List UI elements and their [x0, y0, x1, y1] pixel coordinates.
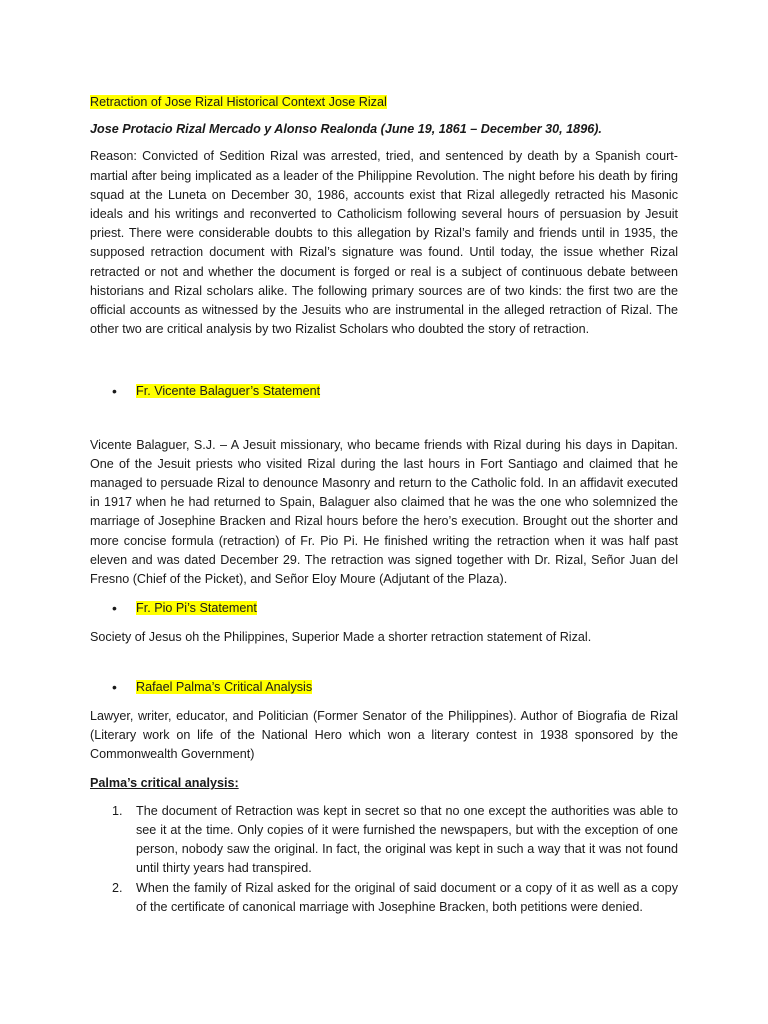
section2-paragraph: Society of Jesus oh the Philippines, Superior Made a shorter retraction statement of Rizal.	[90, 630, 592, 645]
analysis-list	[90, 802, 678, 917]
document-subtitle: Jose Protacio Rizal Mercado y Alonso Realonda (June 19, 1861 – December 30, 1896).	[90, 122, 602, 137]
bullet-icon: •	[112, 678, 117, 695]
analysis-heading: Palma’s critical analysis:	[90, 776, 239, 791]
section2-bullet	[90, 599, 678, 618]
list-item	[90, 879, 678, 917]
section3-bullet	[90, 678, 678, 697]
list-item-number: 2.	[112, 880, 123, 895]
section3-heading: Rafael Palma’s Critical Analysis	[136, 679, 313, 694]
title-highlight: Retraction of Jose Rizal Historical Context Jose Rizal	[90, 95, 387, 109]
bullet-icon: •	[112, 600, 117, 617]
section1-bullet	[90, 382, 678, 401]
document-page	[90, 93, 678, 917]
section2-heading: Fr. Pio Pi’s Statement	[136, 601, 257, 616]
section1-heading: Fr. Vicente Balaguer’s Statement	[136, 384, 321, 399]
list-item-text: The document of Retraction was kept in secret so that no one except the authorities was able to see it at the time. Only copies of it were furnished the newspapers, but with the exception of one person, nobody saw the original. In fact, the original was kept in such a way that it was not found until thirty years had transpired.	[136, 803, 678, 876]
list-item-text: When the family of Rizal asked for the original of said document or a copy of it as well as a copy of the certificate of canonical marriage with Josephine Bracken, both petitions were denied.	[136, 880, 678, 914]
list-item	[90, 802, 678, 879]
reason-paragraph: Reason: Convicted of Sedition Rizal was arrested, tried, and sentenced by death by a Spanish court-martial after being implicated as a leader of the Philippine Revolution. The night before his death by firing squad at the Luneta on December 30, 1986, accounts exist that Rizal allegedly retracted his Masonic ideals and his writings and reconverted to Catholicism following several hours of persuasion by Jesuit priest. There were considerable doubts to this allegation by Rizal’s family and friends until in 1935, the supposed retraction document with Rizal’s signature was found. Until today, the issue whether Rizal retracted or not and whether the document is forged or real is a subject of continuous debate between historians and Rizal scholars alike. The following primary sources are of two kinds: the first two are the official accounts as witnessed by the Jesuits who are instrumental in the alleged retraction of Rizal. The other two are critical analysis by two Rizalist Scholars who doubted the story of retraction.	[90, 149, 678, 337]
section3-paragraph: Lawyer, writer, educator, and Politician (Former Senator of the Philippines). Author of Biografia de Rizal (Literary work on life of the National Hero which won a literary contest in 1938 sponsored by the Commonwealth Government)	[90, 708, 678, 762]
section1-paragraph: Vicente Balaguer, S.J. – A Jesuit missionary, who became friends with Rizal during his days in Dapitan. One of the Jesuit priests who visited Rizal during the last hours in Fort Santiago and claimed that he managed to persuade Rizal to denounce Masonry and return to the Catholic fold. In an affidavit executed in 1917 when he had returned to Spain, Balaguer also claimed that he was the one who solemnized the marriage of Josephine Bracken and Rizal hours before the hero’s execution. Brought out the shorter and more concise formula (retraction) of Fr. Pio Pi. He finished writing the retraction when it was half past eleven and was dated December 29. The retraction was signed together with Dr. Rizal, Señor Juan del Fresno (Chief of the Picket), and Señor Eloy Moure (Adjutant of the Plaza).	[90, 437, 678, 587]
document-title	[90, 93, 678, 112]
list-item-number: 1.	[112, 803, 123, 818]
bullet-icon: •	[112, 383, 117, 400]
